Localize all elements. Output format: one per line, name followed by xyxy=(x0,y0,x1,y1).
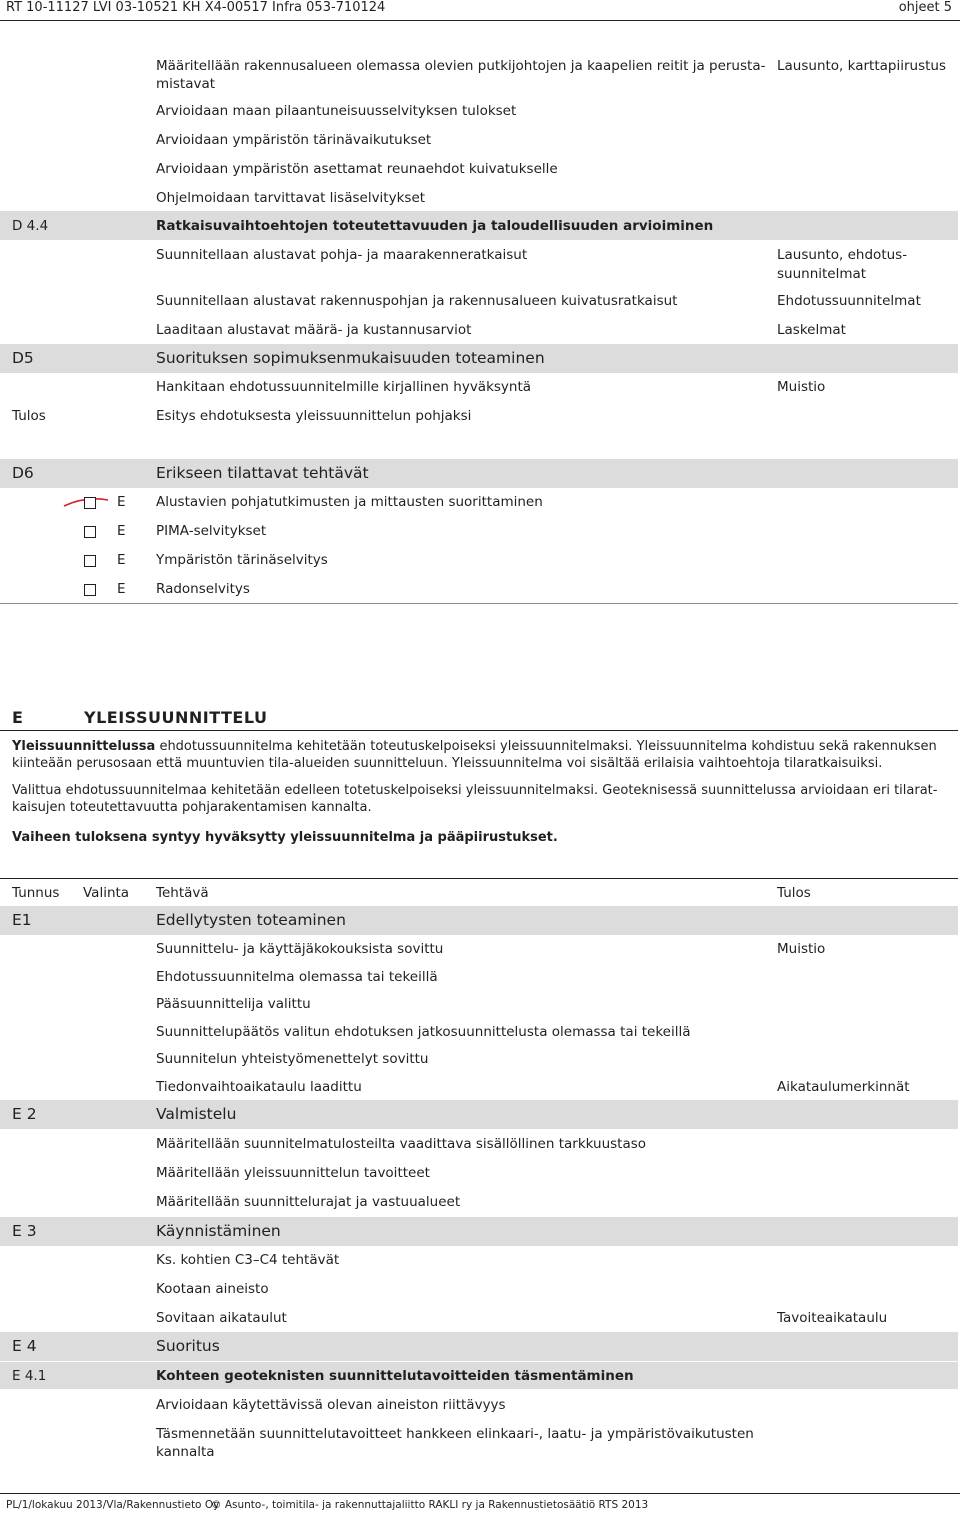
task-text: Arvioidaan ympäristön asettamat reunaehdot kuivatukselle xyxy=(156,161,558,177)
task-text: Alustavien pohjatutkimusten ja mittausten suorittaminen xyxy=(156,494,543,510)
task-text: mistavat xyxy=(156,76,216,92)
page-header-right: ohjeet 5 xyxy=(898,0,952,15)
section-band-e4 xyxy=(0,1332,958,1361)
task-text: Esitys ehdotuksesta yleissuunnittelun pohjaksi xyxy=(156,408,472,424)
selection-mark: E xyxy=(117,581,126,597)
result-text: Tavoiteaikataulu xyxy=(777,1310,888,1326)
task-text: Radonselvitys xyxy=(156,581,250,597)
result-text: Aikataulumerkinnät xyxy=(777,1079,910,1095)
result-text: Muistio xyxy=(777,379,826,395)
result-text: Laskelmat xyxy=(777,322,846,338)
task-text: Suunnittelupäätös valitun ehdotuksen jatkosuunnittelusta olemassa tai tekeillä xyxy=(156,1024,691,1040)
task-text: Arvioidaan maan pilaantuneisuusselvityksen tulokset xyxy=(156,103,517,119)
selection-mark: E xyxy=(117,523,126,539)
column-header: Tulos xyxy=(777,885,811,901)
paragraph-text: Valittua ehdotussuunnitelmaa kehitetään edelleen totetuskelpoiseksi yleissuunnitelmaksi. Geoteknisessä suunnittelussa arvioidaan eri tilarat- xyxy=(12,783,938,798)
table-top-rule xyxy=(0,878,958,879)
section-title: Valmistelu xyxy=(156,1105,237,1123)
section-band-d6 xyxy=(0,459,958,488)
task-text: Kootaan aineisto xyxy=(156,1281,269,1297)
section-code: E1 xyxy=(12,911,32,929)
task-text: Ks. kohtien C3–C4 tehtävät xyxy=(156,1252,340,1268)
paragraph-text: kaisujen toteutettavuutta pohjarakentamisen kannalta. xyxy=(12,800,372,815)
result-text: suunnitelmat xyxy=(777,266,867,282)
task-text: kannalta xyxy=(156,1444,215,1460)
section-band-e1 xyxy=(0,906,958,935)
result-text: Lausunto, ehdotus- xyxy=(777,247,908,263)
section-title: Edellytysten toteaminen xyxy=(156,911,346,929)
column-header: Tunnus xyxy=(12,885,60,901)
task-text: Arvioidaan käytettävissä olevan aineiston riittävyys xyxy=(156,1397,506,1413)
bold-term: Yleissuunnittelussa xyxy=(12,739,156,754)
heading-rule xyxy=(0,730,958,731)
task-text: Suunnittelu- ja käyttäjäkokouksista sovittu xyxy=(156,941,444,957)
footer-right: © Asunto-, toimitila- ja rakennuttajaliitto RAKLI ry ja Rakennustietosäätiö RTS 2013 xyxy=(211,1499,649,1511)
result-text: Lausunto, karttapiirustus xyxy=(777,58,946,74)
section-band-e2 xyxy=(0,1100,958,1129)
intro-paragraph-1 xyxy=(12,738,950,772)
task-text: Sovitaan aikataulut xyxy=(156,1310,287,1326)
task-text: Hankitaan ehdotussuunnitelmille kirjallinen hyväksyntä xyxy=(156,379,532,395)
task-text: Määritellään suunnitelmatulosteilta vaadittava sisällöllinen tarkkuustaso xyxy=(156,1136,647,1152)
intro-paragraph-3: Vaiheen tuloksena syntyy hyväksytty yleissuunnitelma ja pääpiirustukset. xyxy=(12,830,558,845)
section-code: Tulos xyxy=(12,408,46,424)
selection-mark: E xyxy=(117,494,126,510)
page-header-left: RT 10-11127 LVI 03-10521 KH X4-00517 Infra 053-710124 xyxy=(6,0,386,15)
paragraph-text: kiinteään perusosaan että muuntuvien tila-alueiden suunnitteluun. Yleissuunnitelma voi sisältää erilaisia vaihtoehtoja tilaratkaisuiksi. xyxy=(12,756,883,771)
task-text: Suunnitelun yhteistyömenettelyt sovittu xyxy=(156,1051,429,1067)
checkbox-icon[interactable] xyxy=(84,526,96,538)
section-band-e3 xyxy=(0,1217,958,1246)
section-title: Käynnistäminen xyxy=(156,1222,281,1240)
section-title: Ratkaisuvaihtoehtojen toteutettavuuden ja taloudellisuuden arvioiminen xyxy=(156,218,714,234)
divider xyxy=(0,603,958,604)
task-text: Määritellään suunnittelurajat ja vastuualueet xyxy=(156,1194,461,1210)
task-text: Arvioidaan ympäristön tärinävaikutukset xyxy=(156,132,432,148)
section-code: E 4.1 xyxy=(12,1368,47,1384)
task-text: Pääsuunnittelija valittu xyxy=(156,996,311,1012)
footer-rule xyxy=(0,1493,960,1494)
task-text: Ympäristön tärinäselvitys xyxy=(156,552,328,568)
task-text: Määritellään yleissuunnittelun tavoitteet xyxy=(156,1165,430,1181)
checkbox-icon[interactable] xyxy=(84,497,96,509)
section-code: D 4.4 xyxy=(12,218,49,234)
selection-mark: E xyxy=(117,552,126,568)
section-title: Suorituksen sopimuksenmukaisuuden toteaminen xyxy=(156,349,545,367)
result-text: Ehdotussuunnitelmat xyxy=(777,293,921,309)
section-letter: E xyxy=(12,708,23,727)
section-code: D5 xyxy=(12,349,34,367)
checkbox-icon[interactable] xyxy=(84,584,96,596)
section-title: Erikseen tilattavat tehtävät xyxy=(156,464,369,482)
task-text: Tiedonvaihtoaikataulu laadittu xyxy=(156,1079,362,1095)
section-code: E 2 xyxy=(12,1105,37,1123)
task-text: Määritellään rakennusalueen olemassa olevien putkijohtojen ja kaapelien reitit ja perusta- xyxy=(156,58,766,74)
task-text: Täsmennetään suunnittelutavoitteet hankkeen elinkaari-, laatu- ja ympäristövaikutusten xyxy=(156,1426,754,1442)
column-header: Valinta xyxy=(83,885,130,901)
header-rule xyxy=(0,20,960,21)
footer-left: PL/1/lokakuu 2013/Vla/Rakennustieto Oy xyxy=(6,1499,220,1511)
intro-paragraph-2 xyxy=(12,782,950,816)
column-header: Tehtävä xyxy=(156,885,209,901)
task-text: Ohjelmoidaan tarvittavat lisäselvitykset xyxy=(156,190,426,206)
checkbox-icon[interactable] xyxy=(84,555,96,567)
section-code: E 3 xyxy=(12,1222,37,1240)
section-title: Suoritus xyxy=(156,1337,220,1355)
section-heading: YLEISSUUNNITTELU xyxy=(84,708,268,727)
task-text: PIMA-selvitykset xyxy=(156,523,267,539)
task-text: Suunnitellaan alustavat pohja- ja maarakenneratkaisut xyxy=(156,247,528,263)
task-text: Suunnitellaan alustavat rakennuspohjan ja rakennusalueen kuivatusratkaisut xyxy=(156,293,678,309)
result-text: Muistio xyxy=(777,941,826,957)
task-text: Ehdotussuunnitelma olemassa tai tekeillä xyxy=(156,969,438,985)
section-title: Kohteen geoteknisten suunnittelutavoitteiden täsmentäminen xyxy=(156,1368,634,1384)
task-text: Laaditaan alustavat määrä- ja kustannusarviot xyxy=(156,322,472,338)
section-code: D6 xyxy=(12,464,34,482)
section-code: E 4 xyxy=(12,1337,37,1355)
paragraph-text: ehdotussuunnitelma kehitetään toteutuskelpoiseksi yleissuunnitelmaksi. Yleissuunnitelma kohdistuu sekä rakennuksen xyxy=(155,739,937,754)
